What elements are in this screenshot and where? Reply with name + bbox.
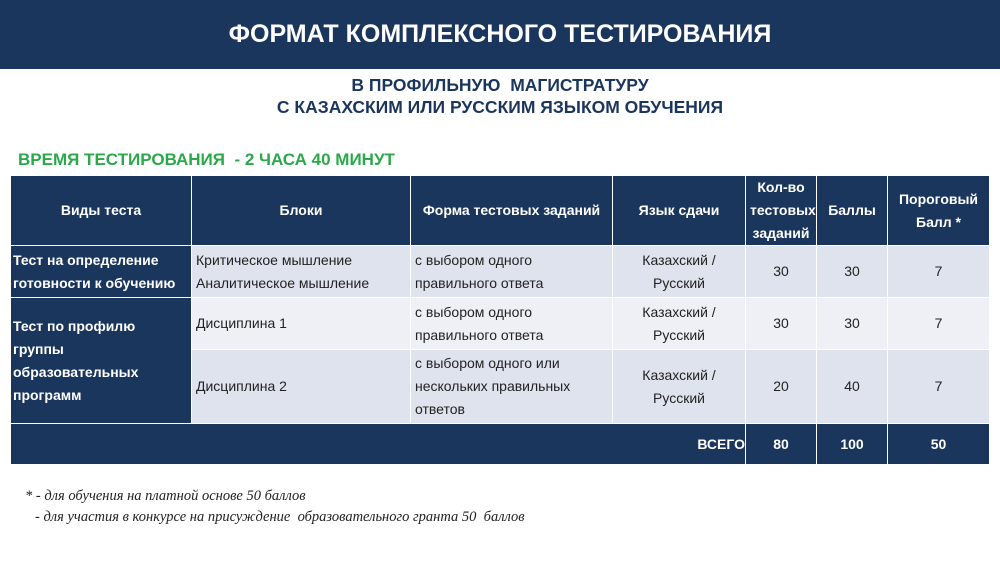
page-title: ФОРМАТ КОМПЛЕКСНОГО ТЕСТИРОВАНИЯ <box>228 20 772 48</box>
table-row <box>11 246 990 298</box>
total-threshold: 50 <box>888 424 990 465</box>
subtitle-line-2: С КАЗАХСКИМ ИЛИ РУССКИМ ЯЗЫКОМ ОБУЧЕНИЯ <box>276 97 724 117</box>
row-language: Казахский / Русский <box>613 246 746 298</box>
header-language: Язык сдачи <box>613 176 746 246</box>
row-points: 30 <box>817 246 888 298</box>
total-task-count: 80 <box>746 424 817 465</box>
row-language: Казахский / Русский <box>613 298 746 350</box>
test-format-table <box>10 175 990 465</box>
footnote-line-2: - для участия в конкурсе на присуждение образовательного гранта 50 баллов <box>35 509 525 525</box>
footnotes <box>25 486 525 528</box>
total-row <box>11 424 990 465</box>
header-banner <box>0 0 1000 69</box>
row-task-form: с выбором одного или нескольких правильных ответов <box>411 350 613 424</box>
total-points: 100 <box>817 424 888 465</box>
header-task-form: Форма тестовых заданий <box>411 176 613 246</box>
subtitle <box>0 74 1000 118</box>
row-threshold: 7 <box>888 298 990 350</box>
footnote-line-1: * - для обучения на платной основе 50 баллов <box>25 488 306 504</box>
row-blocks: Дисциплина 2 <box>192 350 411 424</box>
row-threshold: 7 <box>888 246 990 298</box>
table-header-row <box>11 176 990 246</box>
row-blocks: Дисциплина 1 <box>192 298 411 350</box>
row-threshold: 7 <box>888 350 990 424</box>
row-points: 40 <box>817 350 888 424</box>
row-test-type: Тест по профилю группы образовательных программ <box>11 298 192 424</box>
table-row <box>11 298 990 350</box>
header-blocks: Блоки <box>192 176 411 246</box>
testing-time: ВРЕМЯ ТЕСТИРОВАНИЯ - 2 ЧАСА 40 МИНУТ <box>18 150 395 169</box>
header-task-count: Кол-во тестовых заданий <box>746 176 817 246</box>
row-blocks: Критическое мышление Аналитическое мышление <box>192 246 411 298</box>
row-task-count: 30 <box>746 246 817 298</box>
header-threshold: Пороговый Балл * <box>888 176 990 246</box>
row-test-type: Тест на определение готовности к обучению <box>11 246 192 298</box>
row-task-count: 20 <box>746 350 817 424</box>
row-points: 30 <box>817 298 888 350</box>
subtitle-line-1: В ПРОФИЛЬНУЮ МАГИСТРАТУРУ <box>351 75 649 95</box>
total-label: ВСЕГО <box>11 424 746 465</box>
header-points: Баллы <box>817 176 888 246</box>
row-task-count: 30 <box>746 298 817 350</box>
row-language: Казахский / Русский <box>613 350 746 424</box>
row-task-form: с выбором одного правильного ответа <box>411 246 613 298</box>
header-test-type: Виды теста <box>11 176 192 246</box>
row-task-form: с выбором одного правильного ответа <box>411 298 613 350</box>
